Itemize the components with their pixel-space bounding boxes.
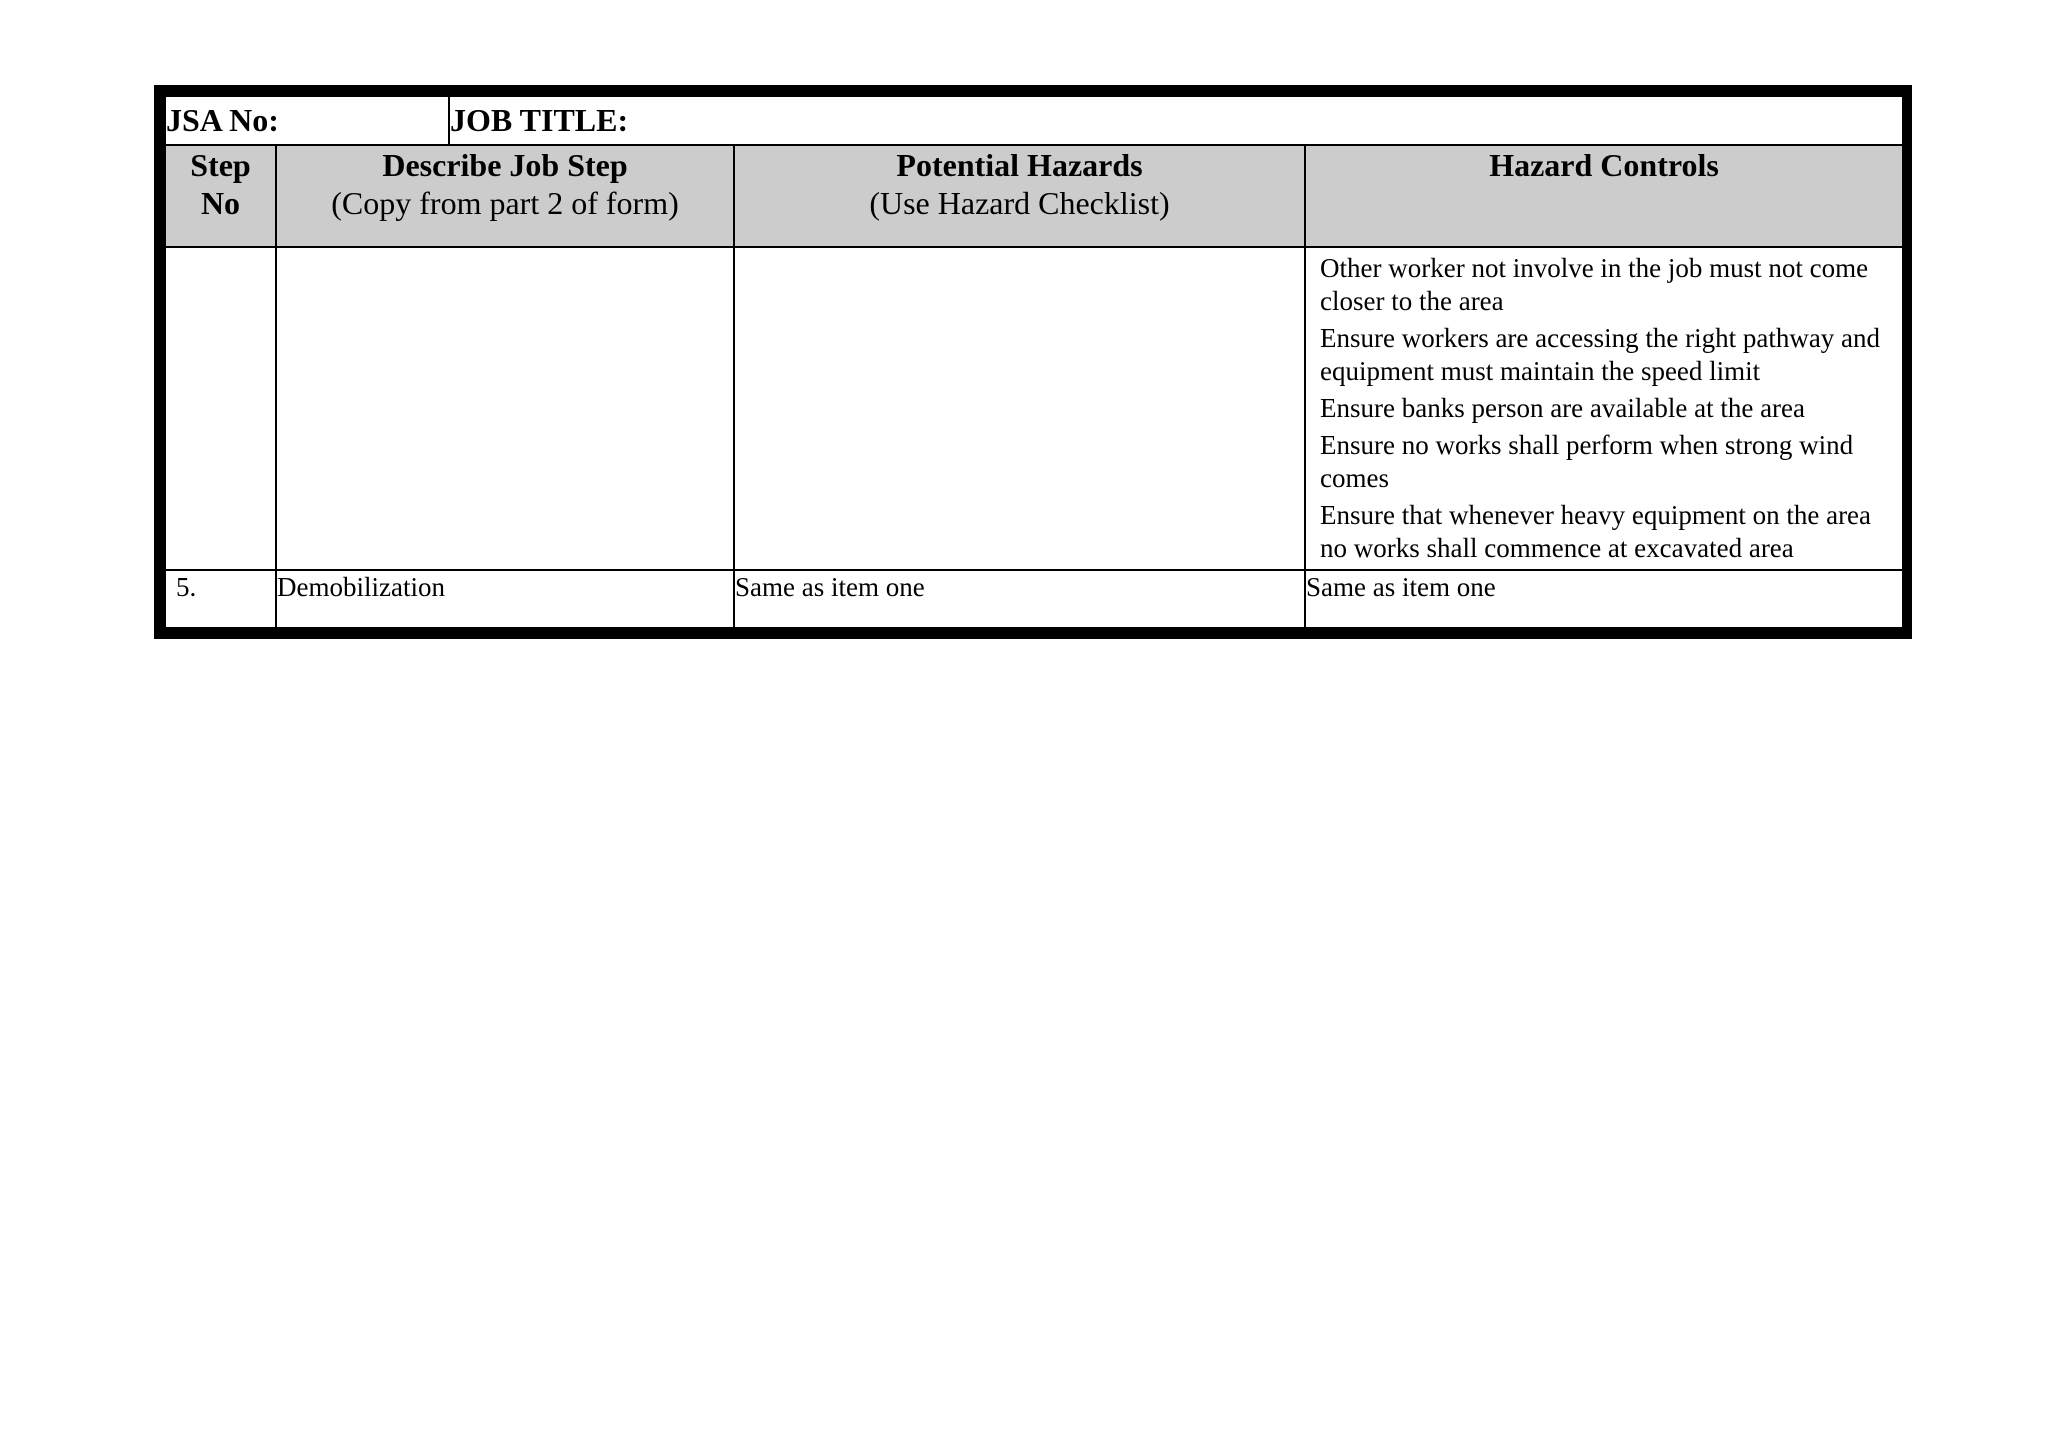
header-controls-title: Hazard Controls <box>1489 147 1719 183</box>
jsa-no-label: JSA No: <box>166 102 279 138</box>
header-hazards-subtitle: (Use Hazard Checklist) <box>869 185 1170 221</box>
job-title-cell <box>449 96 1903 145</box>
controls-cell <box>1305 247 1903 570</box>
control-item: Other worker not involve in the job must not come closer to the area <box>1320 253 1869 316</box>
control-item: Ensure workers are accessing the right pathway and equipment must maintain the speed limit <box>1320 323 1881 386</box>
header-job-step-title: Describe Job Step <box>382 147 628 183</box>
jsa-no-cell <box>165 96 449 145</box>
control-item: Ensure that whenever heavy equipment on the area no works shall commence at excavated area <box>1320 500 1872 563</box>
header-step-no-line1: Step <box>190 147 251 183</box>
jsa-form <box>154 85 1912 639</box>
control-item: Ensure banks person are available at the area <box>1320 393 1806 423</box>
job-step-cell <box>276 247 734 570</box>
job-step-cell: Demobilization <box>276 570 734 628</box>
jsa-table <box>164 95 1904 629</box>
header-job-step-subtitle: (Copy from part 2 of form) <box>331 185 679 221</box>
header-controls <box>1305 145 1903 247</box>
column-header-row <box>165 145 1903 247</box>
header-hazards <box>734 145 1305 247</box>
hazards-cell: Same as item one <box>734 570 1305 628</box>
table-row <box>165 570 1903 628</box>
header-job-step <box>276 145 734 247</box>
controls-cell: Same as item one <box>1305 570 1903 628</box>
header-step-no-line2: No <box>200 185 241 221</box>
form-id-row <box>165 96 1903 145</box>
step-no-cell <box>165 247 276 570</box>
job-title-label: JOB TITLE: <box>450 102 629 138</box>
control-item: Ensure no works shall perform when strong wind comes <box>1320 430 1854 493</box>
step-no-cell: 5. <box>165 570 276 628</box>
header-hazards-title: Potential Hazards <box>896 147 1143 183</box>
hazards-cell <box>734 247 1305 570</box>
header-step-no <box>165 145 276 247</box>
table-row <box>165 247 1903 570</box>
